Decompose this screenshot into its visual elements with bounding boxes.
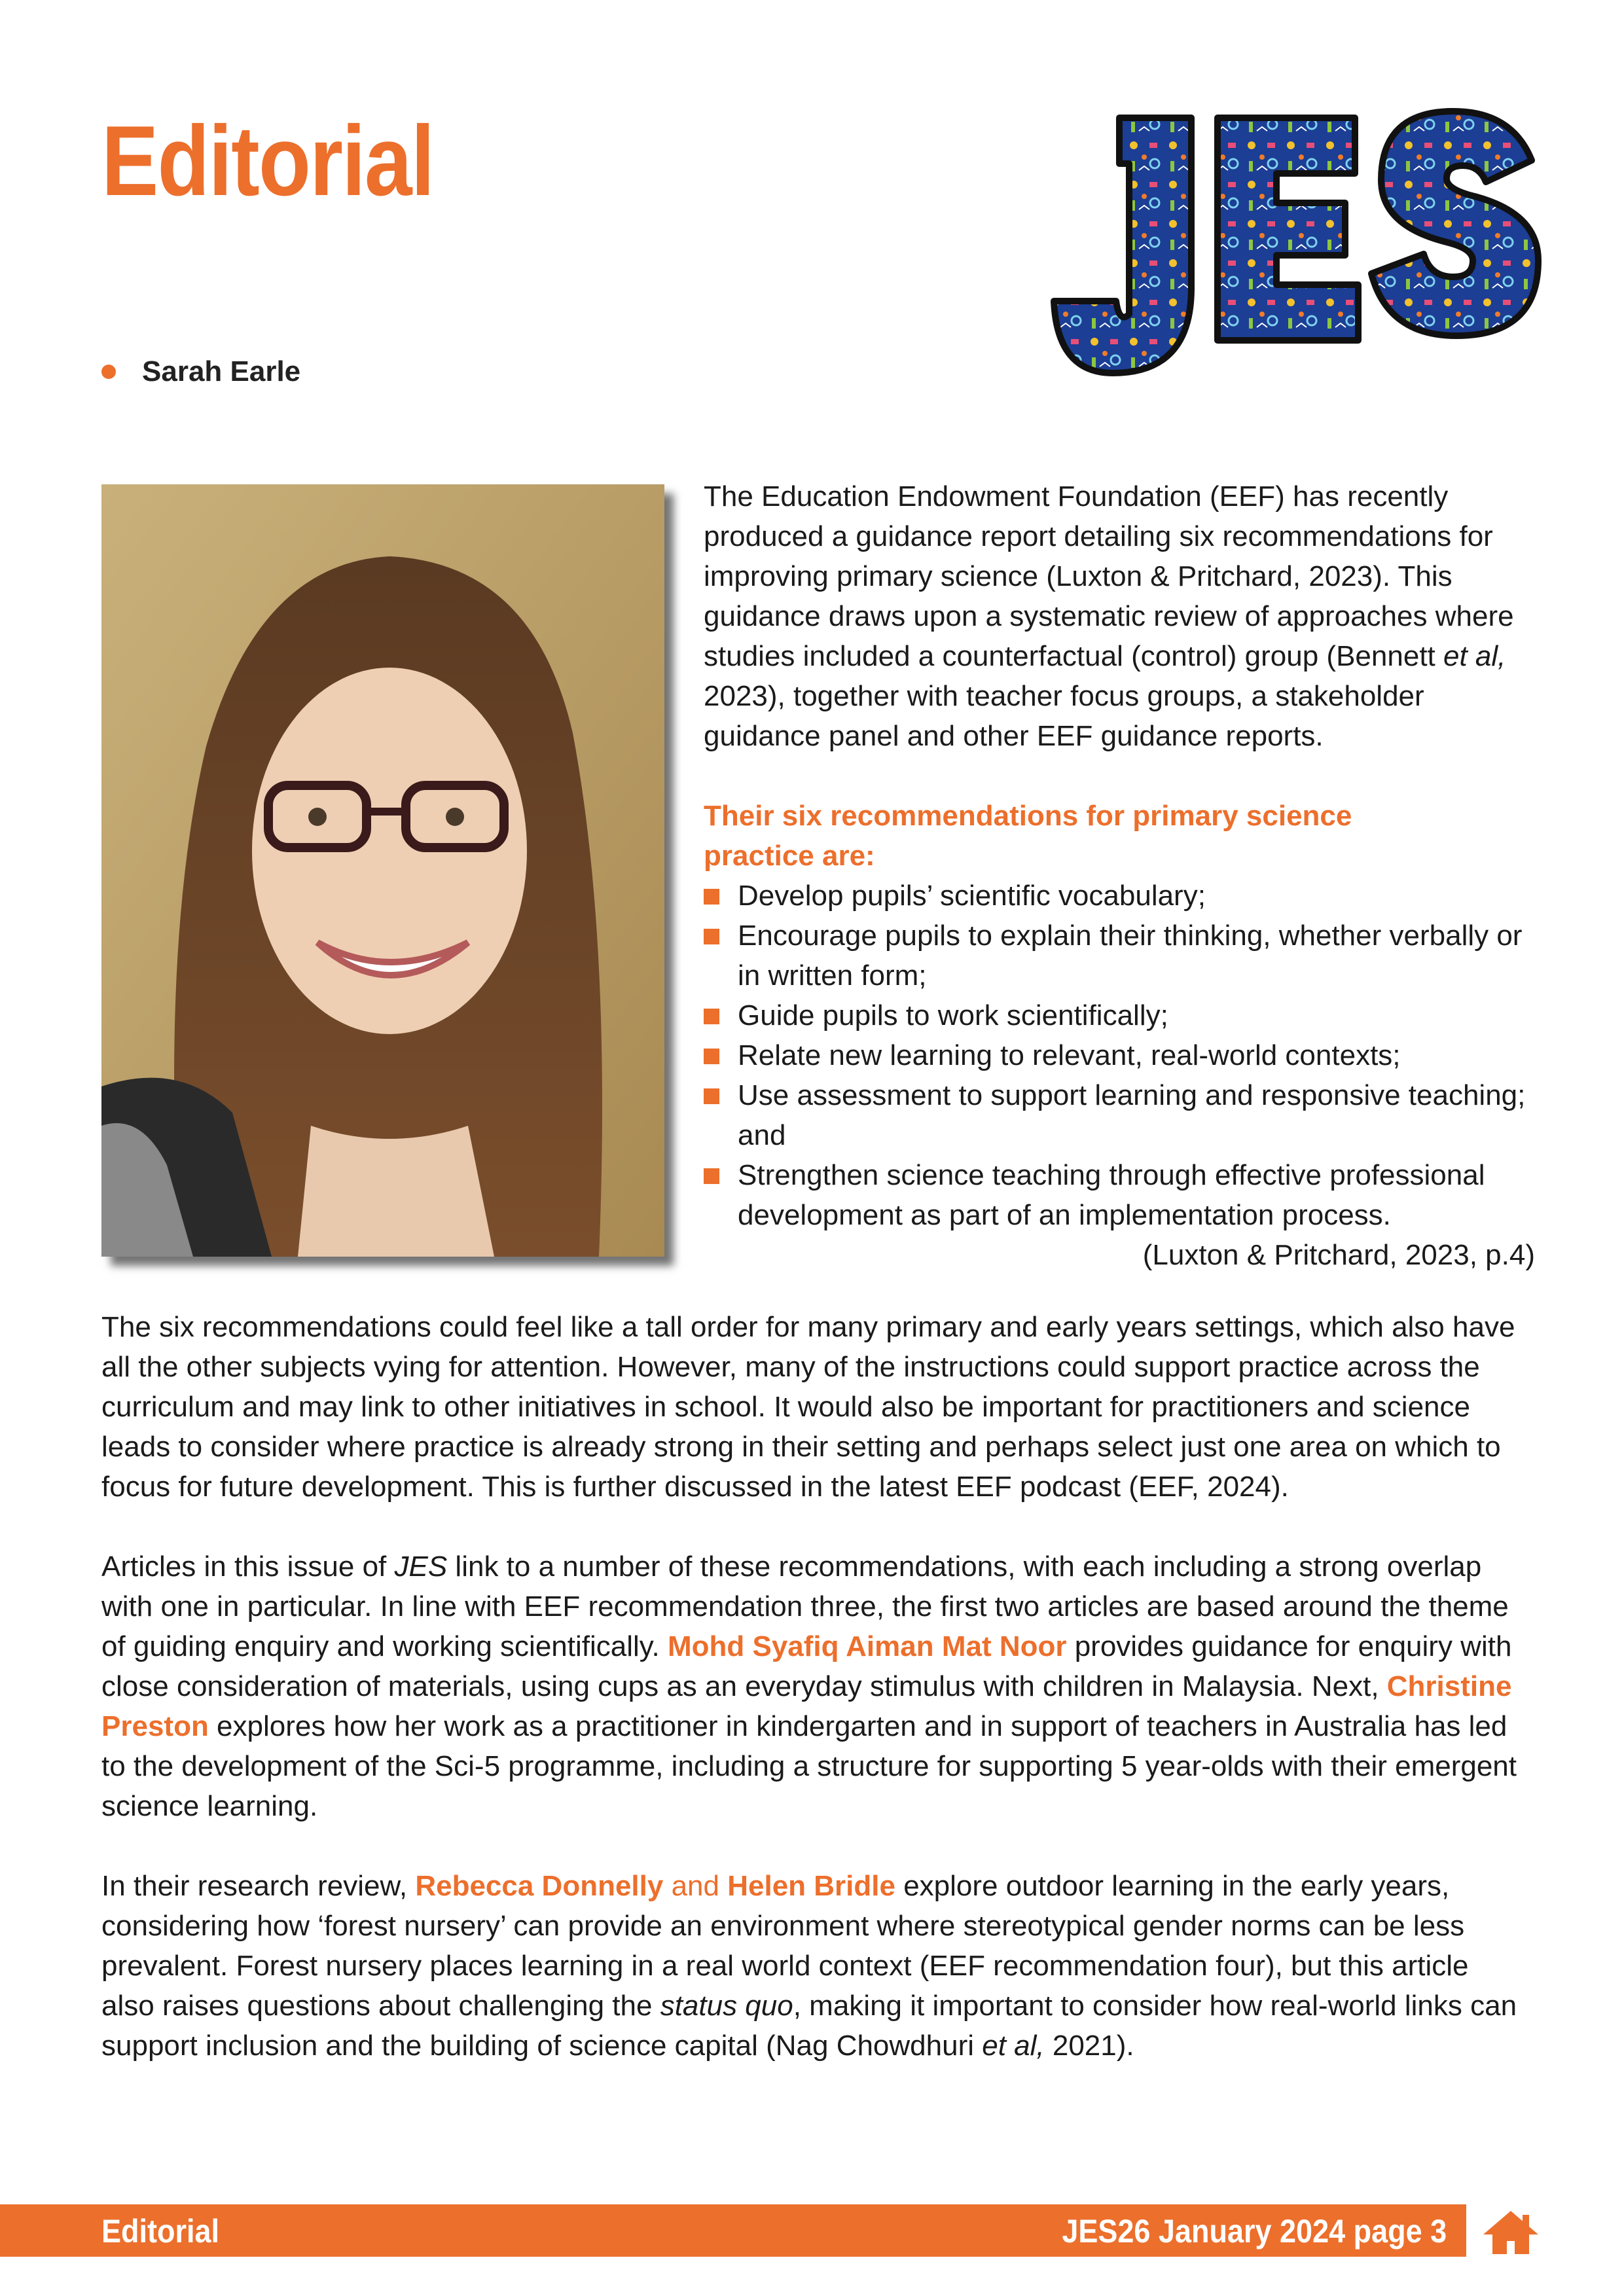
square-bullet-icon [704, 1009, 719, 1024]
jes-logo [1047, 98, 1551, 393]
body-paragraph: In their research review, Rebecca Donnelly and Helen Bridle explore outdoor learning in the early years, considering how ‘forest nursery’ can provide an environment where stereotypical gender norms can be less prevalent. Forest nursery places learning in a real world context (EEF recommendation four), but this article also raises questions about challenging the status quo, making it important to consider how real-world links can support inclusion and the building of science capital (Nag Chowdhuri et al, 2021). [101, 1870, 1517, 2062]
author-link[interactable]: Christine Preston [101, 1670, 1512, 1742]
logo-letters [1054, 111, 1538, 373]
page-footer [0, 2204, 1466, 2257]
list-item: Use assessment to support learning and responsive teaching; and [704, 1075, 1548, 1155]
bullet-dot-icon [101, 365, 116, 379]
author-byline [101, 353, 300, 390]
intro-column [704, 476, 1548, 1275]
author-name: Sarah Earle [142, 355, 301, 387]
intro-paragraph: The Education Endowment Foundation (EEF) has recently produced a guidance report detailing six recommendations for improving primary science (Luxton & Pritchard, 2023). This guidance draws upon a systematic review of approaches where studies included a counterfactual (control) group (Bennett et al, 2023), together with teacher focus groups, a stakeholder guidance panel and other EEF guidance reports. [704, 480, 1514, 752]
body-paragraph: The six recommendations could feel like a tall order for many primary and early years settings, which also have all the other subjects vying for attention. However, many of the instructions could support practice across the curriculum and may link to other initiatives in school. It would also be important for practitioners and science leads to consider where practice is already strong in their setting and perhaps select just one area on which to focus for future development. This is further discussed in the latest EEF podcast (EEF, 2024). [101, 1311, 1515, 1503]
footer-section: Editorial [101, 2213, 220, 2250]
article-body [101, 1307, 1528, 2106]
page-title: Editorial [101, 105, 434, 217]
home-icon[interactable] [1478, 2206, 1543, 2258]
author-link[interactable]: Mohd Syafiq Aiman Mat Noor [667, 1630, 1067, 1662]
list-item: Develop pupils’ scientific vocabulary; [704, 876, 1548, 916]
square-bullet-icon [704, 1088, 719, 1104]
square-bullet-icon [704, 1168, 719, 1184]
author-link[interactable]: Helen Bridle [727, 1870, 895, 1902]
recommendations-heading: Their six recommendations for primary science practice are: [704, 800, 1352, 872]
list-item: Relate new learning to relevant, real-world contexts; [704, 1035, 1548, 1075]
recommendations-list [704, 876, 1548, 1235]
list-item: Strengthen science teaching through effective professional development as part of an implementation process. [704, 1155, 1548, 1235]
author-photo [101, 484, 664, 1257]
square-bullet-icon [704, 889, 719, 905]
list-item: Encourage pupils to explain their thinking, whether verbally or in written form; [704, 916, 1548, 996]
footer-page-info: JES26 January 2024 page 3 [1062, 2213, 1447, 2250]
body-paragraph: Articles in this issue of JES link to a number of these recommendations, with each including a strong overlap with one in particular. In line with EEF recommendation three, the first two articles are based around the theme of guiding enquiry and working scientifically. Mohd Syafiq Aiman Mat Noor provides guidance for enquiry with close consideration of materials, using cups as an everyday stimulus with children in Malaysia. Next, Christine Preston explores how her work as a practitioner in kindergarten and in support of teachers in Australia has led to the development of the Sci-5 programme, including a structure for supporting 5 year-olds with their emergent science learning. [101, 1551, 1517, 1822]
list-item: Guide pupils to work scientifically; [704, 996, 1548, 1035]
author-link[interactable]: Rebecca Donnelly [415, 1870, 664, 1902]
recommendations-citation: (Luxton & Pritchard, 2023, p.4) [1142, 1239, 1535, 1271]
square-bullet-icon [704, 1049, 719, 1064]
square-bullet-icon [704, 929, 719, 944]
